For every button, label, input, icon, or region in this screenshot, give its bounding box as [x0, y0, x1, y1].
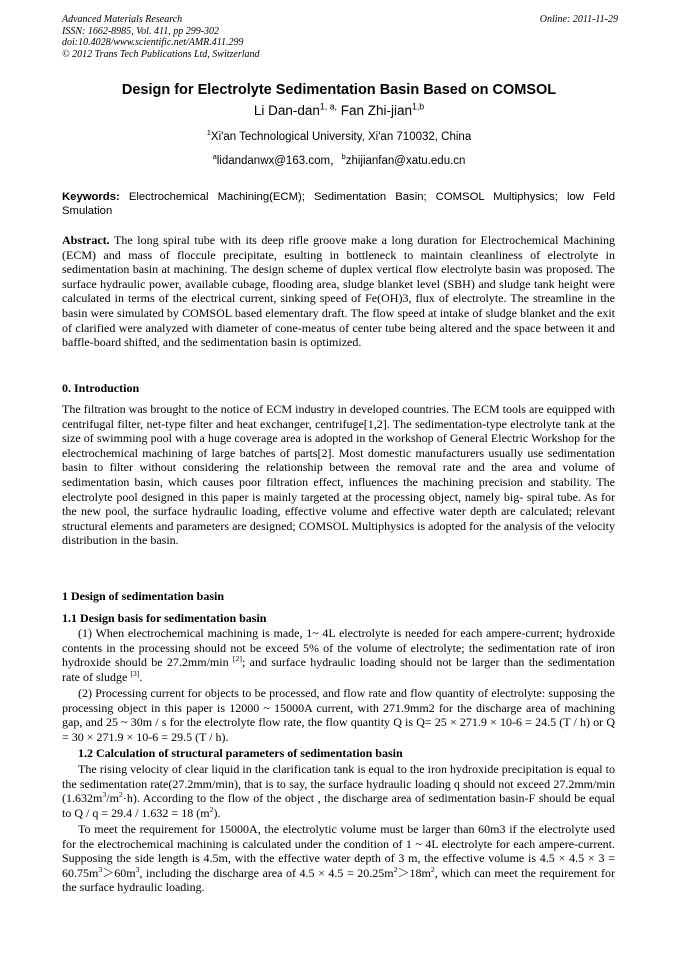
sup-2d: 2: [430, 864, 435, 874]
email-a[interactable]: lidandanwx@163.com，: [216, 155, 342, 167]
para-1-2-2: [62, 822, 615, 895]
online-date: Online: 2011-11-29: [539, 14, 618, 25]
email-b[interactable]: zhijianfan@xatu.edu.cn: [345, 155, 466, 167]
para-1-1-1-text: (1) When electrochemical machining is made, 1~ 4L electrolyte is needed for each ampere-current; hydroxide contents in the processing should not be exceed 5% of the volume of electrolyte; the sedimentation rate of iron hydroxide should be 27.2mm/min: [62, 626, 615, 670]
sup-2b: 2: [209, 804, 214, 814]
email-b-sup: b: [341, 152, 346, 162]
para-1-2-1-b: /m: [106, 791, 119, 806]
sup-3a: 3: [102, 790, 107, 800]
author-1-sup: 1, a,: [319, 101, 337, 112]
doi-line: doi:10.4028/www.scientific.net/AMR.411.299: [62, 37, 244, 48]
para-1-1-1-end: .: [139, 669, 143, 684]
para-1-2-2-a: To meet the requirement for 15000A, the electrolytic volume must be larger than 60m3 if the electrolyte used for the electrochemical machining is calculated under the condition of 1 ~ 4L electrolyte for each ampere-current. Supposing the side length is 4.5m, with the effective water depth of 3 m, the effective volume is 4.5 × 4.5 × 3 = 60.75m: [62, 822, 615, 880]
email-a-sup: a: [212, 152, 217, 162]
author-2: Fan Zhi-jian: [340, 103, 412, 118]
author-1: Li Dan-dan: [253, 103, 320, 118]
para-1-2-1-a: The rising velocity of clear liquid in the clarification tank is equal to the iron hydroxide precipitation is equal to the sedimentation rate(27.2mm/min), that is to say, the surface hydraulic loading q should not exceed 27.2mm/min (1.632m: [62, 762, 615, 806]
sup-3c: 3: [135, 864, 140, 874]
abstract: [62, 233, 615, 350]
sup-2c: 2: [393, 864, 398, 874]
affiliation-text: Xi'an Technological University, Xi'an 710032, China: [210, 131, 472, 143]
affiliation: [0, 128, 678, 143]
affiliation-sup: 1: [206, 128, 211, 138]
subsection-1-1-heading: 1.1 Design basis for sedimentation basin: [62, 611, 267, 625]
journal-name: Advanced Materials Research: [62, 14, 183, 25]
section-0-heading: 0. Introduction: [62, 381, 140, 395]
abstract-label: Abstract.: [62, 233, 110, 247]
keywords-label: Keywords:: [62, 191, 120, 203]
para-1-2-2-c: , including the discharge area of 4.5 × 4.5 = 20.25m: [139, 865, 394, 880]
keywords-text: Electrochemical Machining(ECM); Sedimentation Basin; COMSOL Multiphysics; low Feld Smulation: [62, 191, 615, 217]
subsection-1-2-heading: 1.2 Calculation of structural parameters of sedimentation basin: [78, 746, 403, 760]
para-1-2-2-b: ＞60m: [102, 865, 136, 880]
email-line: [0, 152, 678, 168]
para-1-2-1: [62, 762, 615, 820]
running-header: [62, 14, 618, 60]
para-1-2-2-e: , which can meet the requirement for the surface hydraulic loading.: [62, 865, 615, 895]
para-1-1-1: [62, 626, 615, 684]
copyright-line: © 2012 Trans Tech Publications Ltd, Switzerland: [62, 48, 260, 60]
paper-title: Design for Electrolyte Sedimentation Basin Based on COMSOL: [121, 82, 557, 98]
para-1-1-2: (2) Processing current for objects to be processed, and flow rate and flow quantity of electrolyte: supposing the processing object in this paper is 12000 ~ 15000A current, with 271.9mm2 for the discharge area of machining gap, and 25 ~ 30m / s for the electrolyte flow rate, the flow quantity Q is Q= 25 × 271.9 × 10-6 = 24.5 (T / h) or Q = 30 × 271.9 × 10-6 = 29.5 (T / h).: [62, 686, 615, 744]
author-line: [0, 103, 678, 118]
para-1-2-1-d: ).: [213, 805, 221, 820]
sup-2a: 2: [118, 790, 123, 800]
ref-2: [2]: [232, 654, 242, 664]
section-0-text: The filtration was brought to the notice of ECM industry in developed countries. The ECM tools are equipped with centrifugal filter, net-type filter and heat exchanger, centrifuge[1,2]. The sedimentation-type electrolyte tank at the size of swimming pool with a huge coverage area is adopted in the workshop of General Electric Workshop for the electrochemical machining of large batches of parts[2]. Most domestic manufacturers usually use sedimentation basin to filter without considering the relationship between the removal rate and the area and volume of sedimentation basin, which causes poor filtration effect, influences the machining precision and stability. The electrolyte pool designed in this paper is mainly targeted at the processing object, namely big- spiral tube. As for the new pool, the surface hydraulic loading, effective volume and effective water depth are calculated; relevant structural elements and parameters are designed; COMSOL Multiphysics is adopted for the analysis of the velocity distribution in the basin.: [62, 402, 615, 548]
abstract-text: The long spiral tube with its deep rifle groove make a long duration for Electrochemical Machining (ECM) and mass of floccule precipitate, esulting in bottleneck to maintain cleanliness of electrolyte in sedimentation basin at machining. The design scheme of duplex vertical flow electrolyte basin was proposed. The surface hydraulic power, available cubage, flooding area, sludge blanket level (SBH) and sludge tank height were calculated in terms of the electrical current, sinking speed of Fe(OH)3, flux of electrolyte. The streamline in the basin were simulated by COMSOL based elementary draft. The flow speed at intake of sludge blanket and the exit of clarified were analyzed with diameter of cone-meatus of center tube being altered and the space between it and baffle-board shifted, and the sedimentation basin is optimized.: [62, 233, 615, 350]
para-1-1-1-text-b: ; and surface hydraulic loading should not be larger than the sedimentation rate of sludge: [62, 655, 616, 684]
section-1-heading: 1 Design of sedimentation basin: [62, 589, 225, 603]
ref-3: [3]: [130, 668, 140, 678]
author-2-sup: 1,b: [411, 101, 425, 112]
issn-line: ISSN: 1662-8985, Vol. 411, pp 299-302: [62, 25, 220, 37]
para-1-2-1-c: ·h). According to the flow of the object , the discharge area of sedimentation basin-F should be equal to Q / q = 29.4 / 1.632 = 18 (m: [62, 791, 615, 820]
para-1-2-2-d: ＞18m: [397, 865, 431, 880]
sup-3b: 3: [98, 864, 103, 874]
keywords: [62, 190, 615, 218]
